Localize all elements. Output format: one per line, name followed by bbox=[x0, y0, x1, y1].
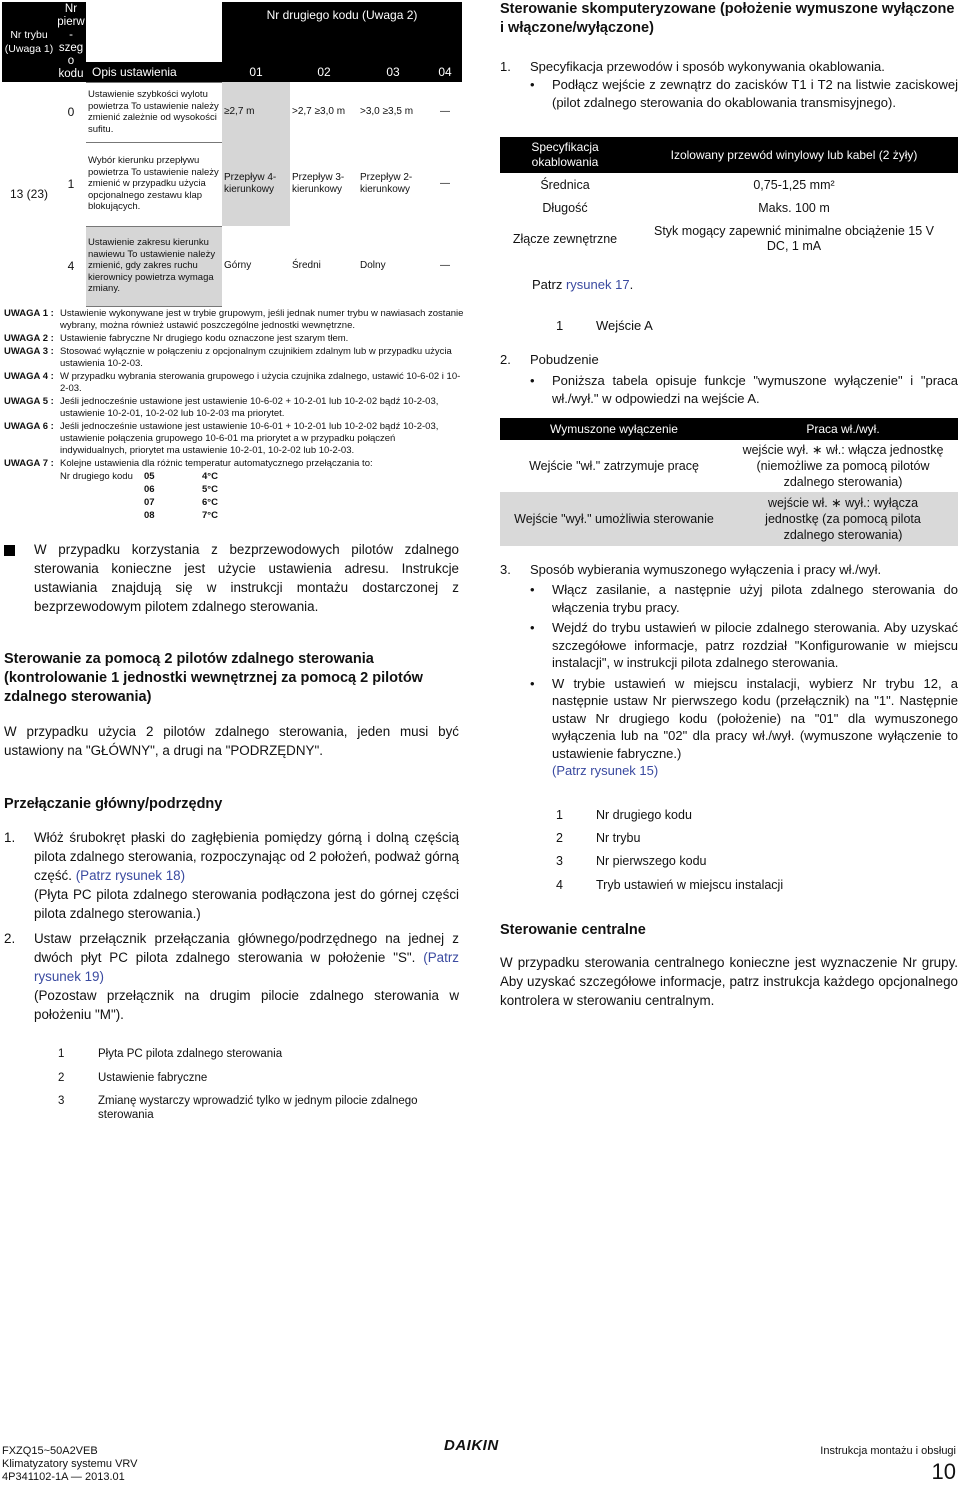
list-item bbox=[500, 675, 958, 780]
table-row bbox=[500, 219, 958, 259]
legend-text: Zmianę wystarczy wprowadzić tylko w jednym pilocie zdalnego sterowania bbox=[98, 1095, 418, 1121]
table-row bbox=[60, 471, 218, 484]
spec-header: Izolowany przewód winylowy lub kabel (2 żyły) bbox=[630, 137, 958, 173]
figure-17-link[interactable]: rysunek 17 bbox=[565, 277, 630, 292]
step-number: 2. bbox=[4, 931, 16, 946]
temp-code: 08 bbox=[144, 510, 155, 521]
table-row bbox=[500, 492, 958, 546]
spec-value: 0,75-1,25 mm² bbox=[753, 178, 835, 192]
two-remotes-heading: Sterowanie za pomocą 2 pilotów zdalnego sterowania (kontrolowanie 1 jednostki wewnętrznej za pomocą 2 pilotów zdalnego sterowania) bbox=[4, 651, 423, 705]
brand-text: DAIKIN bbox=[444, 1437, 499, 1454]
computer-control-heading: Sterowanie skomputeryzowane (położenie wymuszone wyłączone i włączone/wyłączone) bbox=[500, 1, 955, 36]
see-prefix: Patrz bbox=[532, 277, 566, 292]
list-item bbox=[4, 828, 459, 923]
function-table bbox=[500, 418, 958, 546]
note-label: UWAGA 6 : bbox=[4, 421, 54, 432]
step-text: Pobudzenie bbox=[530, 352, 599, 367]
first-code-cell: 4 bbox=[67, 259, 75, 273]
note-label: UWAGA 2 : bbox=[4, 333, 54, 344]
spec-key: Długość bbox=[542, 201, 588, 215]
note-label: UWAGA 7 : bbox=[4, 458, 54, 469]
value-cell: — bbox=[440, 178, 450, 189]
spec-key: Średnica bbox=[540, 178, 590, 192]
list-item bbox=[500, 581, 958, 616]
table-row bbox=[2, 226, 462, 306]
table-row bbox=[2, 142, 462, 226]
legend-number: 3 bbox=[556, 854, 563, 868]
bullet-text: Podłącz wejście z zewnątrz do zacisków T1 i T2 na listwie zaciskowej (pilot zdalnego sterowania do okablowania transmisyjnego). bbox=[552, 77, 958, 110]
note-label: UWAGA 3 : bbox=[4, 346, 54, 357]
list-item bbox=[500, 619, 958, 672]
function-cell: wejście wł. ∗ wył.: wyłącza jednostkę (za pomocą pilota zdalnego sterowania) bbox=[728, 492, 958, 546]
step-number: 2. bbox=[500, 352, 511, 367]
list-item bbox=[500, 350, 958, 369]
table-row bbox=[60, 510, 218, 523]
header-col-02: 02 bbox=[290, 62, 358, 82]
figure-19-link[interactable]: (Patrz rysunek 19) bbox=[34, 950, 459, 984]
header-col-01: 01 bbox=[222, 62, 290, 82]
value-cell: Górny bbox=[224, 260, 252, 271]
step-2 bbox=[500, 350, 958, 407]
step-number: 3. bbox=[500, 562, 511, 577]
list-item bbox=[500, 57, 958, 76]
table-row bbox=[60, 484, 218, 497]
temp-code: 05 bbox=[144, 471, 155, 482]
note-4 bbox=[4, 371, 464, 395]
setting-description: Ustawienie szybkości wylotu powietrza To ustawienie należy zmienić zależnie od wysokości sufitu. bbox=[86, 82, 222, 142]
temp-value: 7°C bbox=[202, 510, 218, 521]
temp-value: 4°C bbox=[202, 471, 218, 482]
function-header: Praca wł./wył. bbox=[728, 418, 958, 440]
figure-15-link[interactable]: (Patrz rysunek 15) bbox=[552, 763, 659, 778]
value-cell: Dolny bbox=[360, 260, 386, 271]
legend-text: Tryb ustawień w miejscu instalacji bbox=[596, 878, 784, 892]
value-cell: Przepływ 3-kierunkowy bbox=[292, 172, 345, 195]
list-item bbox=[500, 560, 958, 579]
spec-value: Maks. 100 m bbox=[758, 201, 830, 215]
note-label: UWAGA 5 : bbox=[4, 396, 54, 407]
table-row bbox=[500, 440, 958, 492]
step-2-note: (Pozostaw przełącznik na drugim pilocie zdalnego sterowania w położeniu "M"). bbox=[34, 988, 459, 1022]
temp-code: 06 bbox=[144, 484, 155, 495]
step-text bbox=[34, 929, 459, 1024]
central-control-paragraph: W przypadku sterowania centralnego konieczne jest wyznaczenie Nr grupy. Aby uzyskać szczegółowe informacje, patrz instrukcja każdego opcjonalnego kontrolera w sterowaniu centralnym. bbox=[500, 955, 958, 1008]
central-control-heading: Sterowanie centralne bbox=[500, 922, 646, 938]
function-header: Wymuszone wyłączenie bbox=[500, 418, 728, 440]
note-text: W przypadku wybrania sterowania grupowego i użycia czujnika zdalnego, ustawić 10-6-02 i 10-2-03. bbox=[60, 371, 461, 394]
step-1 bbox=[500, 57, 958, 111]
legend-number: 2 bbox=[58, 1072, 65, 1084]
two-remotes-paragraph: W przypadku użycia 2 pilotów zdalnego sterowania, jeden musi być ustawiony na "GŁÓWNY", a drugi na "PODRZĘDNY". bbox=[4, 724, 459, 758]
note-text: Stosować wyłącznie w połączeniu z opcjonalnym czujnikiem zdalnym lub w przypadku użycia ustawienia 10-2-03. bbox=[60, 346, 452, 369]
header-col-03: 03 bbox=[358, 62, 428, 82]
note-1 bbox=[4, 308, 464, 332]
table-row bbox=[500, 197, 958, 219]
table-row bbox=[500, 173, 958, 197]
step-3 bbox=[500, 560, 958, 780]
note-label: UWAGA 4 : bbox=[4, 371, 54, 382]
function-cell: wejście wył. ∗ wł.: włącza jednostkę (niemożliwe za pomocą pilotów zdalnego sterowania) bbox=[742, 443, 944, 489]
first-code-cell: 1 bbox=[67, 177, 75, 191]
bullet-text: Włącz zasilanie, a następnie użyj pilota zdalnego sterowania do włączenia trybu pracy. bbox=[552, 582, 958, 615]
step-1-note: (Płyta PC pilota zdalnego sterowania podłączona jest do górnej części pilota zdalnego sterowania.) bbox=[34, 887, 459, 921]
table-row bbox=[60, 497, 218, 510]
mode-number: 13 (23) bbox=[9, 187, 49, 201]
legend-number: 1 bbox=[556, 808, 563, 822]
note-6 bbox=[4, 421, 464, 457]
figure-18-link[interactable]: (Patrz rysunek 18) bbox=[75, 868, 186, 883]
legend-number: 2 bbox=[556, 831, 563, 845]
note-text: Ustawienie fabryczne Nr drugiego kodu oznaczone jest szarym tłem. bbox=[60, 333, 349, 344]
value-cell: Średni bbox=[292, 260, 321, 271]
note-text: Ustawienie wykonywane jest w trybie grupowym, jeśli jednak numer trybu w nawiasach zostanie wybrany, można również ustawić poszczególne jednostki wewnętrzne. bbox=[60, 308, 464, 331]
legend-number: 1 bbox=[556, 318, 564, 333]
switch-steps bbox=[4, 828, 459, 1024]
header-second-code: Nr drugiego kodu (Uwaga 2) bbox=[222, 2, 462, 62]
first-code-cell: 0 bbox=[67, 105, 75, 119]
bullet-icon: • bbox=[530, 77, 535, 92]
note-label: UWAGA 1 : bbox=[4, 308, 54, 319]
note-text: Jeśli jednocześnie ustawione jest ustawienie 10-6-01 + 10-2-01 lub 10-2-02 bądź 10-2-03, ustawienie połączenia grupowego 10-6-01 ma priorytet a w przypadku połączeń indywidualnych, priorytet ma ustawienie 10-2-01, 10-2-02 lub 10-2-03. bbox=[60, 421, 439, 456]
bullet-text: Wejdź do trybu ustawień w pilocie zdalnego sterowania. Aby uzyskać szczegółowe informacje, patrz rozdział "Konfigurowanie w miejscu instalacji", w instrukcji pilota zdalnego sterowania. bbox=[552, 620, 958, 670]
see-suffix: . bbox=[629, 277, 634, 292]
setting-description: Ustawienie zakresu kierunku nawiewu To ustawienie należy zmienić, gdy zakres ruchu kierownicy powietrza wymaga zmiany. bbox=[86, 226, 222, 306]
spec-key: Złącze zewnętrzne bbox=[512, 232, 618, 246]
field-settings-table bbox=[2, 2, 462, 307]
value-cell: Przepływ 2-kierunkowy bbox=[360, 172, 413, 195]
note-7 bbox=[4, 458, 464, 470]
note-2 bbox=[4, 333, 464, 345]
temp-header: Nr drugiego kodu bbox=[60, 471, 133, 482]
bullet-icon: • bbox=[530, 620, 535, 635]
note-text: Kolejne ustawienia dla różnic temperatur automatycznego przełączania to: bbox=[60, 458, 373, 469]
bullet-icon: • bbox=[530, 373, 535, 388]
bullet-icon: • bbox=[530, 582, 535, 597]
footer-left bbox=[2, 1445, 138, 1484]
bullet-text: Poniższa tabela opisuje funkcje "wymuszone wyłączenie" i "praca wł./wył." w odpowiedzi na wejście A. bbox=[552, 373, 958, 406]
list-item bbox=[500, 372, 958, 407]
step-2-text: Ustaw przełącznik przełączania głównego/podrzędnego na jednej z dwóch płyt PC pilota zdalnego sterowania w położenie "S". bbox=[34, 931, 459, 965]
see-figure-17 bbox=[532, 277, 633, 292]
temp-value: 5°C bbox=[202, 484, 218, 495]
bullet-text-main: W trybie ustawień w miejscu instalacji, wybierz Nr trybu 12, a następnie ustaw Nr pierwszego kodu (przełącznik) na "1". Następnie ustaw Nr drugiego kodu (położenie) na "01" dla wymuszonego wyłączenia lub na "02" dla pracy wł./wył. (wymuszone wyłączenie to ustawienie fabryczne.) bbox=[552, 675, 958, 761]
legend-number: 1 bbox=[58, 1048, 65, 1060]
setting-description: Wybór kierunku przepływu powietrza To ustawienie należy zmienić w przypadku użycia opcjonalnego zestawu klap blokujących. bbox=[86, 142, 222, 226]
table-row bbox=[2, 82, 462, 142]
bullet-icon: • bbox=[530, 675, 535, 691]
legend-text: Nr drugiego kodu bbox=[596, 808, 692, 822]
function-cell: Wejście "wył." umożliwia sterowanie bbox=[500, 492, 728, 546]
temp-value: 6°C bbox=[202, 497, 218, 508]
step-text: Specyfikacja przewodów i sposób wykonywania okablowania. bbox=[530, 59, 885, 74]
legend-number: 4 bbox=[556, 878, 563, 892]
spec-header: Specyfikacja okablowania bbox=[500, 137, 630, 173]
legend-text: Ustawienie fabryczne bbox=[98, 1072, 208, 1084]
page-number: 10 bbox=[931, 1459, 956, 1484]
value-cell: Przepływ 4-kierunkowy bbox=[222, 142, 290, 226]
note-5 bbox=[4, 396, 464, 420]
model-code: FXZQ15~50A2VEB bbox=[2, 1445, 98, 1457]
step-number: 1. bbox=[4, 830, 16, 845]
value-cell: >3,0 ≥3,5 m bbox=[360, 106, 414, 117]
square-bullet-icon bbox=[4, 545, 15, 556]
spec-value: Styk mogący zapewnić minimalne obciążenie 15 V DC, 1 mA bbox=[654, 224, 934, 253]
value-cell: — bbox=[440, 106, 450, 117]
legend-text: Nr pierwszego kodu bbox=[596, 854, 707, 868]
function-cell: Wejście "wł." zatrzymuje pracę bbox=[529, 459, 699, 473]
step-text: Sposób wybierania wymuszonego wyłączenia i pracy wł./wył. bbox=[530, 562, 882, 577]
list-item bbox=[4, 929, 459, 1024]
document-number: 4P341102-1A — 2013.01 bbox=[2, 1471, 125, 1483]
wireless-remote-note: W przypadku korzystania z bezprzewodowych pilotów zdalnego sterowania konieczne jest użycie ustawienia adresu. Instrukcje ustawiania znajdują się w instrukcji montażu dostarczonej z bezprzewodowym pilotem zdalnego sterowania. bbox=[34, 542, 459, 614]
header-col-04: 04 bbox=[428, 62, 462, 82]
main-sub-switch-heading: Przełączanie główny/podrzędny bbox=[4, 796, 223, 812]
legend-text: Płyta PC pilota zdalnego sterowania bbox=[98, 1048, 283, 1060]
legend-text: Wejście A bbox=[596, 318, 653, 333]
header-first-code: Nr pierw-szego kodu bbox=[57, 3, 85, 80]
step-number: 1. bbox=[500, 59, 511, 74]
header-description: Opis ustawienia bbox=[86, 62, 222, 82]
bullet-text bbox=[530, 675, 958, 780]
daikin-logo bbox=[444, 1437, 499, 1454]
note-text: Jeśli jednocześnie ustawione jest ustawienie 10-6-02 + 10-2-01 lub 10-2-02 bądź 10-2-03, ustawienie 10-2-01, 10-2-02 lub 10-2-03 ma priorytet. bbox=[60, 396, 439, 419]
legend-text: Nr trybu bbox=[596, 831, 641, 845]
notes-block bbox=[4, 308, 464, 523]
manual-title: Instrukcja montażu i obsługi bbox=[820, 1445, 956, 1457]
temperature-difference-table bbox=[60, 471, 218, 523]
temp-code: 07 bbox=[144, 497, 155, 508]
value-cell: — bbox=[440, 260, 450, 271]
wiring-spec-table bbox=[500, 137, 958, 259]
list-item bbox=[500, 76, 958, 111]
legend-number: 3 bbox=[58, 1095, 65, 1107]
value-cell: >2,7 ≥3,0 m bbox=[292, 106, 346, 117]
value-cell: ≥2,7 m bbox=[222, 82, 290, 142]
step-1-text: Włóż śrubokręt płaski do zagłębienia pomiędzy górną i dolną częścią pilota zdalnego sterowania, rozpoczynając od 2 położeń, podważ górną część. bbox=[34, 830, 459, 883]
header-mode-no: Nr trybu (Uwaga 1) bbox=[2, 2, 56, 82]
step-text bbox=[34, 828, 459, 923]
note-3 bbox=[4, 346, 464, 370]
system-name: Klimatyzatory systemu VRV bbox=[2, 1458, 138, 1470]
